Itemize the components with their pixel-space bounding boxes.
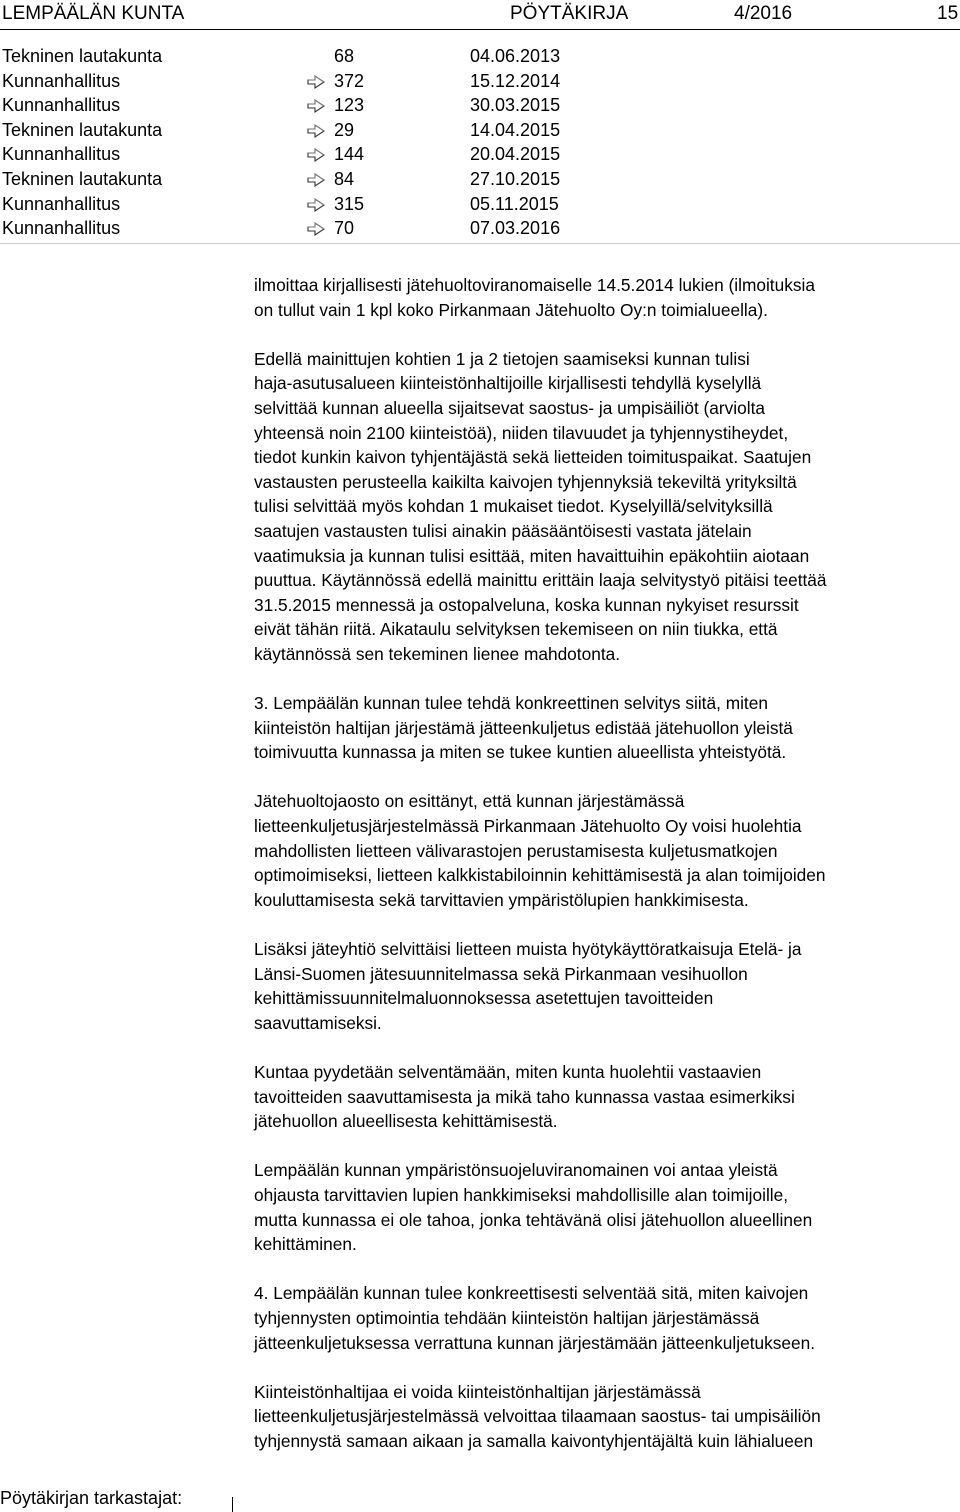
text-line: 31.5.2015 mennessä ja ostopalveluna, koska kunnan nykyiset resurssit	[254, 594, 799, 615]
reference-number: 70	[334, 218, 355, 239]
paragraph	[254, 1158, 960, 1256]
paragraph	[254, 1281, 960, 1355]
text-line: Lempäälän kunnan ympäristönsuojeluviranomainen voi antaa yleistä	[254, 1160, 778, 1181]
reference-list	[0, 46, 960, 243]
reference-number: 123	[334, 95, 365, 116]
reference-row	[0, 144, 960, 169]
text-line: lietteenkuljetusjärjestelmässä Pirkanmaan Jätehuolto Oy voisi huolehtia	[254, 816, 802, 837]
reference-date: 27.10.2015	[470, 168, 561, 189]
link-arrow-icon[interactable]	[307, 98, 325, 114]
reference-number: 68	[334, 46, 355, 66]
reference-body: Tekninen lautakunta	[2, 46, 163, 66]
reference-number: 144	[334, 144, 365, 165]
reference-number: 84	[334, 168, 355, 189]
document-type: PÖYTÄKIRJA	[510, 3, 629, 24]
text-line: jätehuollon alueellisesta kehittämisestä.	[254, 1111, 558, 1132]
link-arrow-icon[interactable]	[307, 147, 325, 163]
paragraph	[254, 937, 960, 1035]
document-number: 4/2016	[734, 3, 793, 24]
text-line: kouluttamisesta sekä tarvittavien ympäristölupien hankkimisesta.	[254, 889, 749, 910]
reference-body: Kunnanhallitus	[2, 95, 121, 116]
text-line: kehittäminen.	[254, 1234, 357, 1255]
text-line: kehittämissuunnitelmaluonnoksessa asetettujen tavoitteiden	[254, 988, 714, 1009]
link-arrow-icon[interactable]	[307, 74, 325, 90]
text-line: selvittää kunnan alueella sijaitsevat saostus- ja umpisäiliöt (arviolta	[254, 397, 766, 418]
text-line: optimoimiseksi, lietteen kalkkistabiloinnin kehittämisestä ja alan toimijoiden	[254, 865, 826, 886]
page-header	[0, 0, 960, 30]
text-line: saatujen vastausten tulisi ainakin pääsääntöisesti vastata jätelain	[254, 520, 752, 541]
text-line: lietteenkuljetusjärjestelmässä velvoittaa tilaamaan saostus- tai umpisäiliön	[254, 1406, 821, 1427]
text-line: Kiinteistönhaltijaa ei voida kiinteistönhaltijan järjestämässä	[254, 1381, 701, 1402]
text-line: toimivuutta kunnassa ja miten se tukee kuntien alueellista yhteistyötä.	[254, 742, 787, 763]
reference-date: 15.12.2014	[470, 70, 561, 91]
reference-body: Kunnanhallitus	[2, 70, 121, 91]
reference-row	[0, 71, 960, 96]
reference-body: Kunnanhallitus	[2, 193, 121, 214]
page-number: 15	[937, 3, 959, 24]
reference-date: 07.03.2016	[470, 218, 561, 239]
text-line: saavuttamiseksi.	[254, 1012, 382, 1033]
text-line: vaatimuksia ja kunnan tulisi esittää, miten havaittuihin epäkohtiin aiotaan	[254, 545, 810, 566]
text-line: ilmoittaa kirjallisesti jätehuoltoviranomaiselle 14.5.2014 lukien (ilmoituksia	[254, 275, 815, 295]
text-line: jätteenkuljetuksessa verrattuna kunnan järjestämään jätteenkuljetukseen.	[254, 1332, 816, 1353]
paragraph	[254, 1060, 960, 1134]
paragraph	[254, 347, 960, 667]
link-arrow-icon[interactable]	[307, 221, 325, 237]
body-text	[254, 273, 960, 1478]
footer-label: Pöytäkirjan tarkastajat:	[0, 1488, 183, 1508]
text-line: mutta kunnassa ei ole tahoa, jonka tehtävänä olisi jätehuollon alueellinen	[254, 1209, 813, 1230]
reference-divider	[0, 243, 960, 244]
text-line: on tullut vain 1 kpl koko Pirkanmaan Jätehuolto Oy:n toimialueella).	[254, 299, 768, 320]
text-line: puuttua. Käytännössä edellä mainittu erittäin laaja selvitystyö pitäisi teettää	[254, 570, 827, 591]
reference-row	[0, 120, 960, 145]
text-line: Edellä mainittujen kohtien 1 ja 2 tietojen saamiseksi kunnan tulisi	[254, 348, 750, 369]
reference-date: 04.06.2013	[470, 46, 561, 66]
reference-body: Tekninen lautakunta	[2, 168, 163, 189]
text-line: tulisi selvittää myös kohdan 1 mukaiset tiedot. Kyselyillä/selvityksillä	[254, 496, 773, 517]
link-arrow-icon[interactable]	[307, 123, 325, 139]
text-line: tiedot kunkin kaivon tyhjentäjästä sekä lietteiden toimituspaikat. Saatujen	[254, 447, 812, 468]
text-line: 4. Lempäälän kunnan tulee konkreettisesti selventää sitä, miten kaivojen	[254, 1283, 809, 1304]
text-line: tyhjennysten optimointia tehdään kiinteistön haltijan järjestämässä	[254, 1307, 760, 1328]
text-line: eivät tähän riitä. Aikataulu selvityksen tekemiseen on niin tiukka, että	[254, 619, 778, 640]
organization-name: LEMPÄÄLÄN KUNTA	[2, 3, 185, 24]
reference-row	[0, 218, 960, 243]
reference-date: 20.04.2015	[470, 144, 561, 165]
text-line: ohjausta tarvittavien lupien hankkimiseksi mahdollisille alan toimijoille,	[254, 1184, 789, 1205]
text-line: käytännössä sen tekeminen lienee mahdotonta.	[254, 643, 621, 664]
text-line: kiinteistön haltijan järjestämä jätteenkuljetus edistää jätehuollon yleistä	[254, 717, 793, 738]
reference-number: 29	[334, 119, 355, 140]
reference-body: Kunnanhallitus	[2, 218, 121, 239]
reference-date: 05.11.2015	[470, 193, 559, 214]
reference-number: 372	[334, 70, 365, 91]
text-line: haja-asutusalueen kiinteistönhaltijoille kirjallisesti tehdyllä kyselyllä	[254, 373, 762, 394]
reference-body: Kunnanhallitus	[2, 144, 121, 165]
link-arrow-icon[interactable]	[307, 172, 325, 188]
text-line: tyhjennystä samaan aikaan ja samalla kaivontyhjentäjältä kuin lähialueen	[254, 1430, 814, 1451]
header-divider	[0, 29, 960, 30]
paragraph	[254, 273, 960, 322]
reference-body: Tekninen lautakunta	[2, 119, 163, 140]
paragraph	[254, 691, 960, 765]
text-line: 3. Lempäälän kunnan tulee tehdä konkreettinen selvitys siitä, miten	[254, 693, 768, 714]
link-arrow-icon[interactable]	[307, 197, 325, 213]
text-line: vastausten perusteella kaikilta kaivojen tyhjennyksiä tekeviltä yrityksiltä	[254, 471, 797, 492]
reference-date: 30.03.2015	[470, 95, 561, 116]
text-line: Jätehuoltojaosto on esittänyt, että kunnan järjestämässä	[254, 791, 685, 812]
paragraph	[254, 1380, 960, 1454]
text-line: Länsi-Suomen jätesuunnitelmassa sekä Pirkanmaan vesihuollon	[254, 963, 748, 984]
reference-number: 315	[334, 193, 365, 214]
text-line: mahdollisten lietteen välivarastojen perustamisesta kuljetusmatkojen	[254, 840, 778, 861]
text-line: Lisäksi jäteyhtiö selvittäisi lietteen muista hyötykäyttöratkaisuja Etelä- ja	[254, 939, 802, 960]
reference-row	[0, 194, 960, 219]
reference-row	[0, 46, 960, 71]
reference-date: 14.04.2015	[470, 119, 561, 140]
footer-column-rule	[232, 1497, 233, 1512]
reference-row	[0, 95, 960, 120]
text-line: Kuntaa pyydetään selventämään, miten kunta huolehtii vastaavien	[254, 1062, 762, 1082]
text-line: yhteensä noin 2100 kiinteistöä), niiden tilavuudet ja tyhjennystiheydet,	[254, 422, 789, 443]
text-line: tavoitteiden saavuttamisesta ja mikä taho kunnassa vastaa esimerkiksi	[254, 1086, 795, 1107]
reference-row	[0, 169, 960, 194]
paragraph	[254, 789, 960, 912]
